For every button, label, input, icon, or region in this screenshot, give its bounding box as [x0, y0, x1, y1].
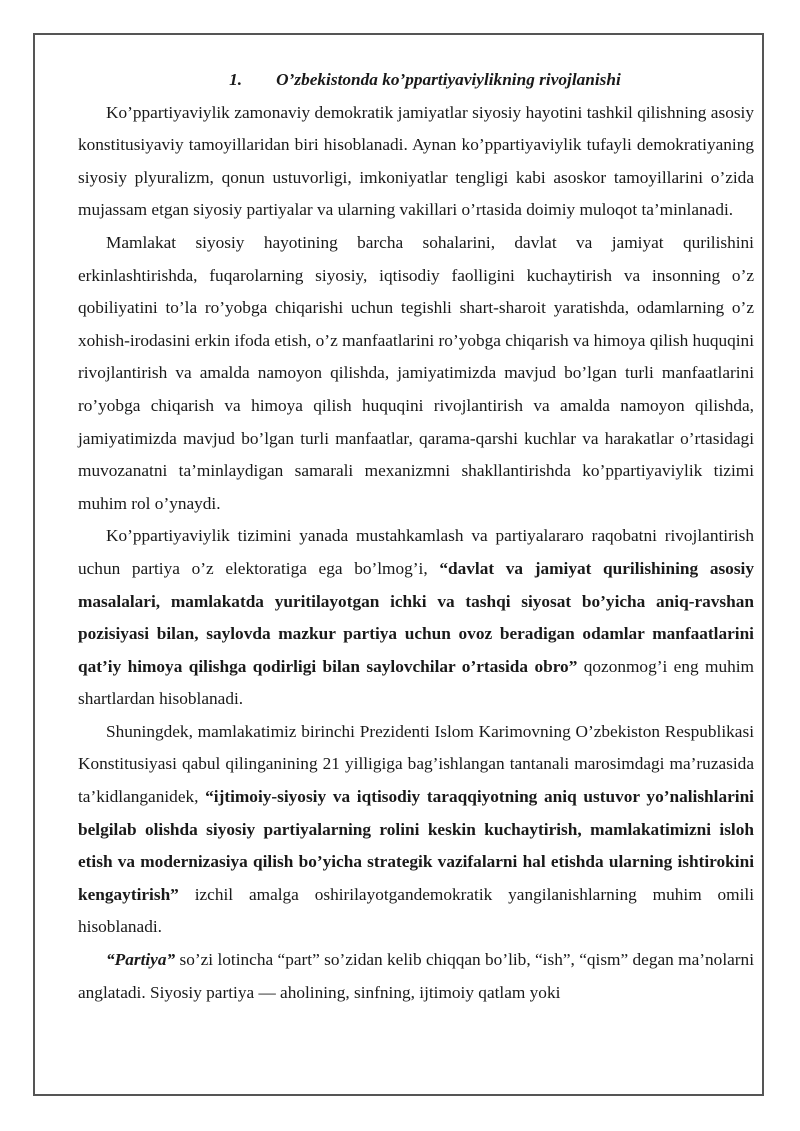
section-title: O’zbekistonda ko’ppartiyaviylikning rivojlanishi [276, 70, 621, 89]
paragraph-3 [78, 520, 754, 716]
section-heading [78, 64, 754, 97]
paragraph-5 [78, 944, 754, 1009]
paragraph-3-text-before: Ko’ppartiyaviylik tizimini yanada mustahkamlash va partiyalararo raqobatni rivojlantirish uchun partiya o’z elektoratiga ega bo’lmog’i, [78, 526, 754, 578]
paragraph-1-text: Ko’ppartiyaviylik zamonaviy demokratik jamiyatlar siyosiy hayotini tashkil qilishning asosiy konstitusiyaviy tamoyillaridan biri hisoblanadi. Aynan ko’ppartiyaviylik tufayli demokratiyaning siyosiy plyuralizm, qonun ustuvorligi, imkoniyatlar tengligi kabi asoskor tamoyillarini o’zida mujassam etgan siyosiy partiyalar va ularning vakillari o’rtasida doimiy muloqot ta’minlanadi. [78, 102, 754, 220]
paragraph-2-text: Mamlakat siyosiy hayotining barcha sohalarini, davlat va jamiyat qurilishini erkinlashtirishda, fuqarolarning siyosiy, iqtisodiy faolligini kuchaytirish va insonning o’z qobiliyatini to’la ro’yobga chiqarishi uchun tegishli shart-sharoit yaratishda, odamlarning o’z xohish-irodasini erkin ifoda etish, o’z manfaatlarini ro’yobga chiqarish va himoya qilish huquqini rivojlantirish va amalda namoyon qilishda, jamiyatimizda mavjud bo’lgan turli manfaatlarini ro’yobga chiqarish va himoya qilish huquqini rivojlantirish va amalda namoyon qilishda, jamiyatimizda mavjud bo’lgan turli manfaatlar, qarama-qarshi kuchlar va harakatlar o’rtasidagi muvozanatni ta’minlaydigan samarali mexanizmni shakllantirishda ko’ppartiyaviylik tizimi muhim rol o’ynaydi. [78, 232, 754, 513]
paragraph-5-term: “Partiya” [106, 950, 176, 970]
paragraph-4 [78, 716, 754, 944]
paragraph-4-text-before: Shuningdek, mamlakatimiz birinchi Prezidenti Islom Karimovning O’zbekiston Respublikasi Konstitusiyasi qabul qilinganining 21 yilligiga bag’ishlangan tantanali marosimdagi ma’ruzasida ta’kidlanganidek, [78, 721, 754, 807]
section-number: 1. [229, 70, 243, 89]
paragraph-4-quote: “ijtimoiy-siyosiy va iqtisodiy taraqqiyotning aniq ustuvor yo’nalishlarini belgilab olishda siyosiy partiyalarning rolini keskin kuchaytirish, mamlakatimizni isloh etish va modernizasiya qilish bo’yicha strategik vazifalarni hal etishda ularning ishtirokini kengaytirish” [78, 787, 754, 904]
document-body [78, 64, 754, 1009]
paragraph-5-text-after: so’zi lotincha “part” so’zidan kelib chiqqan bo’lib, “ish”, “qism” degan ma’nolarni anglatadi. Siyosiy partiya — aholining, sinfning, ijtimoiy qatlam yoki [78, 950, 754, 1002]
paragraph-1 [78, 97, 754, 227]
paragraph-3-text-after: qozonmog’i eng muhim shartlardan hisoblanadi. [78, 656, 754, 709]
paragraph-4-text-after: izchil amalga oshirilayotgandemokratik yangilanishlarning muhim omili hisoblanadi. [78, 884, 754, 937]
paragraph-2 [78, 227, 754, 520]
paragraph-3-quote: “davlat va jamiyat qurilishining asosiy masalalari, mamlakatda yuritilayotgan ichki va tashqi siyosat bo’yicha aniq-ravshan pozisiyasi bilan, saylovda mazkur partiya uchun ovoz beradigan odamlar manfaatlarini qat’iy himoya qilishga qodirligi bilan saylovchilar o’rtasida obro” [78, 558, 754, 676]
